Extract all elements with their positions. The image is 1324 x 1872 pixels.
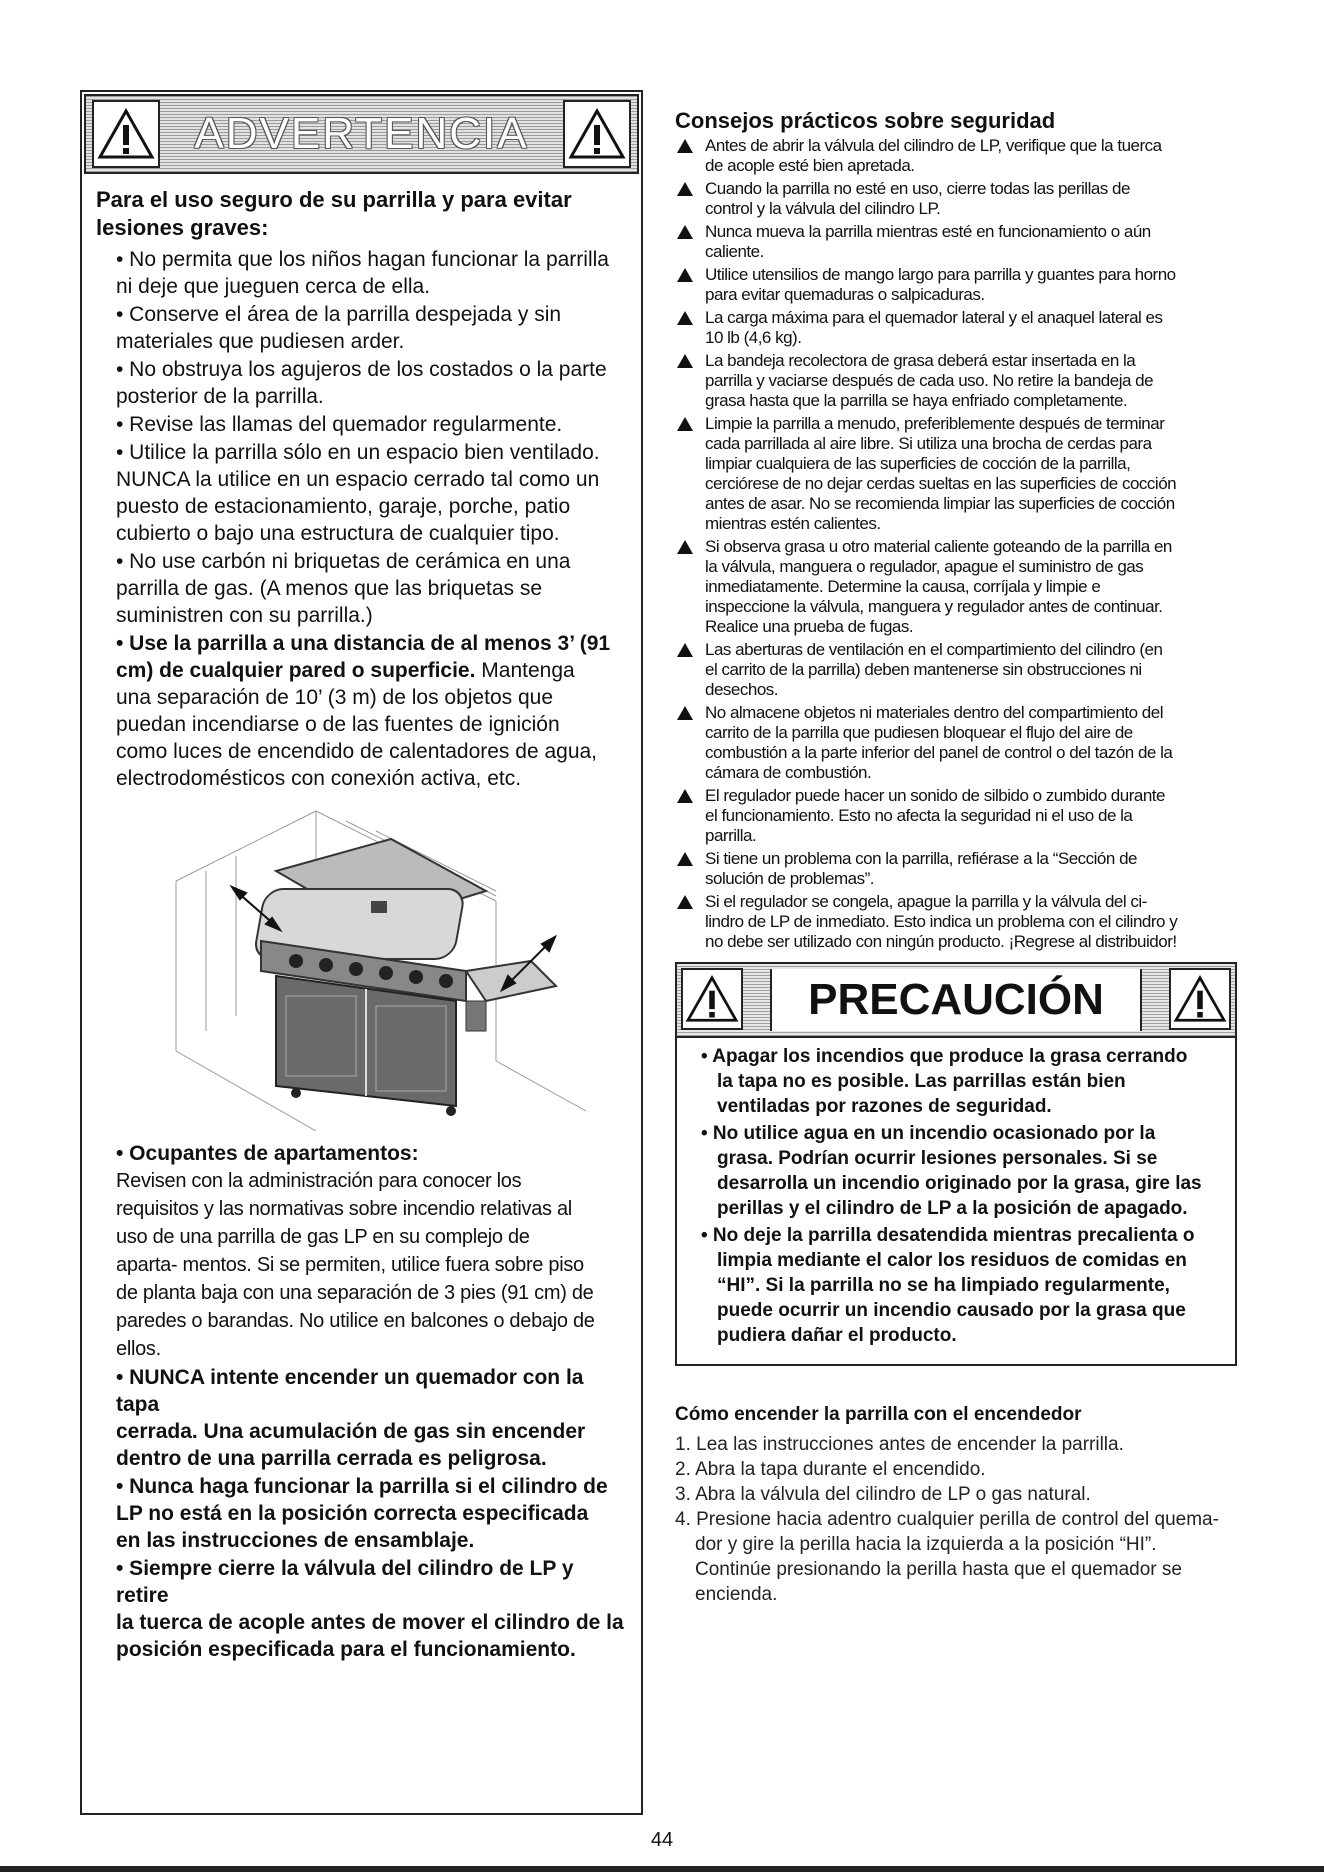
safety-tip: Si tiene un problema con la parrilla, refiérase a la “Sección de solución de problemas”. (675, 849, 1235, 889)
lighting-step: 3. Abra la válvula del cilindro de LP o gas natural. (675, 1484, 1091, 1505)
caution-item: • No deje la parrilla desatendida mientras precalienta o limpia mediante el calor los residuos de comidas en “HI”. Si la parrilla no se ha limpiado regularmente, puede ocurrir un incendio causado por la grasa que pudiera dañar el producto. (701, 1225, 1195, 1346)
safety-tip: Si observa grasa u otro material caliente goteando de la parrilla en la válvula, manguera o regulador, apague el suministro de gas inmediatamente. Determine la causa, corríjala y limpie e inspeccione la válvula, manguera y regulador antes de continuar. Realice una prueba de fugas. (675, 537, 1235, 637)
warning-bullet: • No obstruya los agujeros de los costados o la parte posterior de la parrilla. (116, 358, 607, 408)
warning-triangle-icon (677, 268, 693, 282)
warning-triangle-icon (677, 182, 693, 196)
warning-triangle-icon (681, 968, 743, 1030)
warning-bold-bullet: • Siempre cierre la válvula del cilindro de LP y retire la tuerca de acople antes de mover el cilindro de la posición especificada para el funcionamiento. (116, 1557, 624, 1661)
lighting-step: 4. Presione hacia adentro cualquier perilla de control del quema- dor y gire la perilla hacia la izquierda a la posición “HI”. Continúe presionando la perilla hasta que el quemador se encienda. (675, 1509, 1219, 1605)
warning-triangle-icon (677, 540, 693, 554)
warning-triangle-icon (677, 706, 693, 720)
right-column (675, 108, 1235, 1607)
warning-bullet: • Utilice la parrilla sólo en un espacio bien ventilado. NUNCA la utilice en un espacio cerrado tal como un puesto de estacionamiento, garaje, porche, patio cubierto o bajo una estructura de cualquier tipo. (116, 441, 600, 545)
safety-tip: Cuando la parrilla no esté en uso, cierre todas las perillas de control y la válvula del cilindro LP. (675, 179, 1235, 219)
warning-banner (84, 94, 639, 174)
caution-banner-title: PRECAUCIÓN (770, 969, 1142, 1031)
safety-tip: Limpie la parrilla a menudo, preferiblemente después de terminar cada parrillada al aire libre. Si utiliza una brocha de cerdas para limpiar cualquiera de las superficies de cocción de la parrilla, cerciórese de no dejar cerdas sueltas en las superficies de cocción antes de asar. No se recomienda limpiar las superficies de cocción mientras estén calientes. (675, 414, 1235, 534)
caution-item: • Apagar los incendios que produce la grasa cerrando la tapa no es posible. Las parrillas están bien ventiladas por razones de seguridad. (701, 1046, 1188, 1117)
warning-triangle-icon (677, 139, 693, 153)
warning-triangle-icon (92, 100, 160, 168)
safety-tip: Utilice utensilios de mango largo para parrilla y guantes para horno para evitar quemaduras o salpicaduras. (675, 265, 1235, 305)
grill-illustration (166, 801, 596, 1131)
warning-bullet: • Conserve el área de la parrilla despejada y sin materiales que pudiesen arder. (116, 303, 562, 353)
warning-bold-bullet: • NUNCA intente encender un quemador con la tapa cerrada. Una acumulación de gas sin encender dentro de una parrilla cerrada es peligrosa. (116, 1366, 586, 1470)
lighting-step: 2. Abra la tapa durante el encendido. (675, 1459, 986, 1480)
safety-tip: El regulador puede hacer un sonido de silbido o zumbido durante el funcionamiento. Esto no afecta la seguridad ni el uso de la parrilla. (675, 786, 1235, 846)
warning-bullet: • No use carbón ni briquetas de cerámica en una parrilla de gas. (A menos que las briquetas se suministren con su parrilla.) (116, 550, 571, 627)
warning-bullet: • Revise las llamas del quemador regularmente. (116, 413, 563, 436)
warning-triangle-icon (677, 311, 693, 325)
warning-triangle-icon (1169, 968, 1231, 1030)
warning-bullet: • No permita que los niños hagan funcionar la parrilla ni deje que jueguen cerca de ella. (116, 248, 609, 298)
safety-tips-title: Consejos prácticos sobre seguridad (675, 108, 1056, 133)
safety-tip: Las aberturas de ventilación en el compartimiento del cilindro (en el carrito de la parrilla) deben mantenerse sin obstrucciones ni desechos. (675, 640, 1235, 700)
warning-bold-bullet: • Nunca haga funcionar la parrilla si el cilindro de LP no está en la posición correcta especificada en las instrucciones de ensamblaje. (116, 1475, 608, 1552)
warning-triangle-icon (677, 895, 693, 909)
caution-box (675, 962, 1237, 1366)
warning-triangle-icon (677, 225, 693, 239)
safety-tip: No almacene objetos ni materiales dentro del compartimiento del carrito de la parrilla que pudiesen bloquear el flujo del aire de combustión a la parte inferior del panel de control o del tazón de la cámara de combustión. (675, 703, 1235, 783)
lighting-title: Cómo encender la parrilla con el encendedor (675, 1404, 1082, 1425)
warning-triangle-icon (677, 354, 693, 368)
page-number: 44 (650, 1829, 674, 1851)
warning-triangle-icon (677, 643, 693, 657)
lighting-step: 1. Lea las instrucciones antes de encender la parrilla. (675, 1434, 1124, 1455)
warning-box (80, 90, 643, 1815)
warning-triangle-icon (677, 417, 693, 431)
safety-tip: La bandeja recolectora de grasa deberá estar insertada en la parrilla y vaciarse después de cada uso. No retire la bandeja de grasa hasta que la parrilla se haya enfriado completamente. (675, 351, 1235, 411)
warning-triangle-icon (677, 852, 693, 866)
safety-tip: Nunca mueva la parrilla mientras esté en funcionamiento o aún caliente. (675, 222, 1235, 262)
apartments-bullet: • Ocupantes de apartamentos: Revisen con la administración para conocer los requisitos y las normativas sobre incendio relativas al uso de una parrilla de gas LP en su complejo de aparta- mentos. Si se permiten, utilice fuera sobre piso de planta baja con una separación de 3 pies (91 cm) de paredes o barandas. No utilice en balcones o debajo de ellos. (116, 1142, 595, 1360)
caution-banner (677, 964, 1235, 1038)
safety-tip: La carga máxima para el quemador lateral y el anaquel lateral es 10 lb (4,6 kg). (675, 308, 1235, 348)
warning-heading: Para el uso seguro de su parrilla y para evitar lesiones graves: (96, 187, 572, 240)
safety-tip: Antes de abrir la válvula del cilindro de LP, verifique que la tuerca de acople esté bien apretada. (675, 136, 1235, 176)
distance-bullet: • Use la parrilla a una distancia de al menos 3’ (91 cm) de cualquier pared o superficie. Mantenga una separación de 10’ (3 m) de los objetos que puedan incendiarse o de las fuentes de ignición como luces de encendido de calentadores de agua, electrodomésticos con conexión activa, etc. (116, 632, 611, 790)
safety-tip: Si el regulador se congela, apague la parrilla y la válvula del ci- lindro de LP de inmediato. Esto indica un problema con el cilindro y no debe ser utilizado con ningún producto. ¡Regrese al distribuidor! (675, 892, 1235, 952)
bottom-rule (0, 1866, 1324, 1872)
warning-banner-title: ADVERTENCIA (194, 109, 529, 158)
warning-triangle-icon (563, 100, 631, 168)
warning-triangle-icon (677, 789, 693, 803)
caution-item: • No utilice agua en un incendio ocasionado por la grasa. Podrían ocurrir lesiones personales. Si se desarrolla un incendio originado por la grasa, gire las perillas y el cilindro de LP a la posición de apagado. (701, 1123, 1202, 1219)
